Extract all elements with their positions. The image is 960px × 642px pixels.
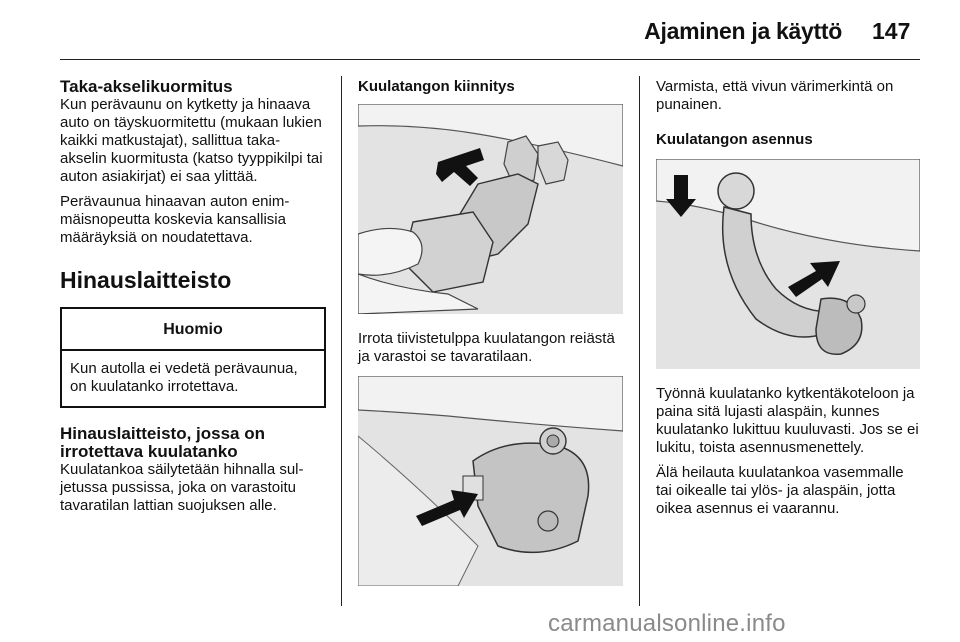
- paragraph-check-marking: Varmista, että vivun värimerkintä on punainen.: [656, 78, 894, 113]
- paragraph-rear-axle-load: Kun perävaunu on kytketty ja hinaava auto on täyskuormitettu (mukaan lukien kaikki matkustajat), sallittua taka-akselin kuormitusta (katso tyyppikilpi tai auton asiakirjat) ei saa ylittää.: [60, 96, 323, 185]
- heading-detachable-towbar: Hinauslaitteisto, jossa on irrotettava kuulatanko: [60, 424, 265, 461]
- column-middle: [358, 78, 623, 602]
- heading-rear-axle-load: Taka-akselikuormitus: [60, 77, 233, 96]
- paragraph-push-towbar: Työnnä kuulatanko kytkentäkoteloon ja paina sitä lujasti alaspäin, kunnes kuulatanko lukittuu kuuluvasti. Jos se ei lukitu, toista asennusmenettely.: [656, 385, 919, 456]
- heading-towbar-mounting: Kuulatangon kiinnitys: [358, 78, 515, 95]
- caption-remove-plug: Irrota tiivistetulppa kuulatangon reiästä ja varastoi se tavaratilaan.: [358, 330, 615, 365]
- column-divider-1: [341, 76, 342, 606]
- notice-title: Huomio: [62, 309, 324, 351]
- page-number: 147: [872, 18, 911, 44]
- column-left: [60, 78, 326, 522]
- column-divider-2: [639, 76, 640, 606]
- heading-towbar-installation: Kuulatangon asennus: [656, 131, 813, 148]
- paragraph-do-not-swing: Älä heilauta kuulatankoa vasemmalle tai oikealle tai ylös- ja alaspäin, jotta oikea asennus ei vaarannu.: [656, 464, 904, 517]
- column-right: [656, 78, 922, 525]
- heading-towing-equipment: Hinauslaitteisto: [60, 267, 232, 293]
- watermark: carmanualsonline.info: [548, 610, 786, 637]
- paragraph-towbar-storage: Kuulatankoa säilytetään hihnalla suljetussa pussissa, joka on varastoitu tavaratilan lattian suojuksen alle.: [60, 461, 304, 514]
- figure-install-towbar: [656, 159, 920, 369]
- paragraph-speed-limit: Perävaunua hinaavan auton enimmäisnopeutta koskevia kansallisia määräyksiä on noudatettava.: [60, 193, 290, 246]
- figure-insert-towbar: [358, 376, 623, 586]
- header-divider: [60, 59, 920, 60]
- running-header-title: Ajaminen ja käyttö: [644, 18, 842, 44]
- notice-text: Kun autolla ei vedetä perävaunua, on kuulatanko irrotettava.: [70, 360, 298, 395]
- figure-remove-sealing-plug: [358, 104, 623, 314]
- notice-box: [60, 307, 326, 408]
